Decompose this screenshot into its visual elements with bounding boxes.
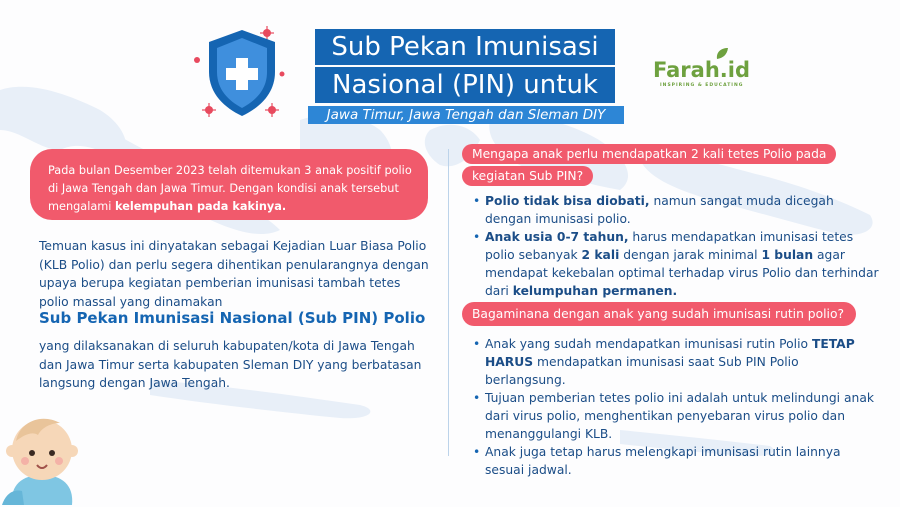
list-item-bold: Polio tidak bisa diobati, <box>485 194 650 208</box>
logo-tagline: INSPIRING & EDUCATING <box>660 83 744 88</box>
page-title-line1: Sub Pekan Imunisasi <box>315 29 615 65</box>
list-item-text: Anak yang sudah mendapatkan imunisasi rutin Polio <box>485 337 812 351</box>
column-divider <box>448 149 449 456</box>
farah-logo: Farah.id <box>653 58 750 82</box>
list-item <box>485 192 880 228</box>
klb-paragraph: Temuan kasus ini dinyatakan sebagai Kejadian Luar Biasa Polio (KLB Polio) dan perlu segera dihentikan penularangnya dengan upaya berupa kegiatan pemberian imunisasi tambah tetes polio massal yang dinamakan <box>39 239 429 309</box>
list-item-bold: kelumpuhan permanen. <box>512 284 678 298</box>
list-item-text: dengan jarak minimal <box>619 248 762 262</box>
list-item-bold: 2 kali <box>581 248 620 262</box>
page-subtitle: Jawa Timur, Jawa Tengah dan Sleman DIY <box>308 106 624 124</box>
sub-pin-heading: Sub Pekan Imunisasi Nasional (Sub PIN) Polio <box>39 309 426 327</box>
question-pill-2: Bagaminana dengan anak yang sudah imunisasi rutin polio? <box>462 302 856 326</box>
intro-bold: kelempuhan pada kakinya. <box>115 200 287 213</box>
implementation-paragraph: yang dilaksanakan di seluruh kabupaten/kota di Jawa Tengah dan Jawa Timur serta kabupaten Sleman DIY yang berbatasan langsung dengan Jawa Tengah. <box>39 339 422 390</box>
list-item-text: Tujuan pemberian tetes polio ini adalah untuk melindungi anak dari virus polio, menghentikan penyebaran virus polio dan menanggulangi KLB. <box>485 391 874 441</box>
list-item-text: Anak juga tetap harus melengkapi imunisasi rutin lainnya sesuai jadwal. <box>485 445 841 477</box>
list-item-bold: TETAP HARUS <box>485 337 855 369</box>
question-pill-1a: Mengapa anak perlu mendapatkan 2 kali tetes Polio pada <box>462 144 836 164</box>
routine-list <box>472 335 880 479</box>
list-item <box>485 335 880 389</box>
list-item <box>485 443 880 479</box>
question-pill-1b: kegiatan Sub PIN? <box>462 166 593 186</box>
list-item-bold: Anak usia 0-7 tahun, <box>485 230 629 244</box>
reasons-list <box>472 192 880 300</box>
list-item-text: harus mendapatkan imunisasi tetes polio sebanyak <box>485 230 854 262</box>
list-item-text: mendapatkan imunisasi saat Sub PIN Polio berlangsung. <box>485 355 799 387</box>
intro-text: Pada bulan Desember 2023 telah ditemukan 3 anak positif polio di Jawa Tengah dan Jawa Timur. Dengan kondisi anak tersebut mengalami <box>48 164 412 213</box>
list-item <box>485 228 880 300</box>
list-item-text: agar mendapat kekebalan optimal terhadap virus Polio dan terhindar dari <box>485 248 879 298</box>
intro-callout <box>30 149 428 220</box>
list-item-text: namun sangat muda dicegah dengan imunisasi polio. <box>485 194 834 226</box>
shield-icon <box>187 22 297 122</box>
list-item-bold: 1 bulan <box>761 248 814 262</box>
page-title-line2: Nasional (PIN) untuk <box>315 67 615 103</box>
list-item <box>485 389 880 443</box>
baby-icon <box>2 405 82 505</box>
